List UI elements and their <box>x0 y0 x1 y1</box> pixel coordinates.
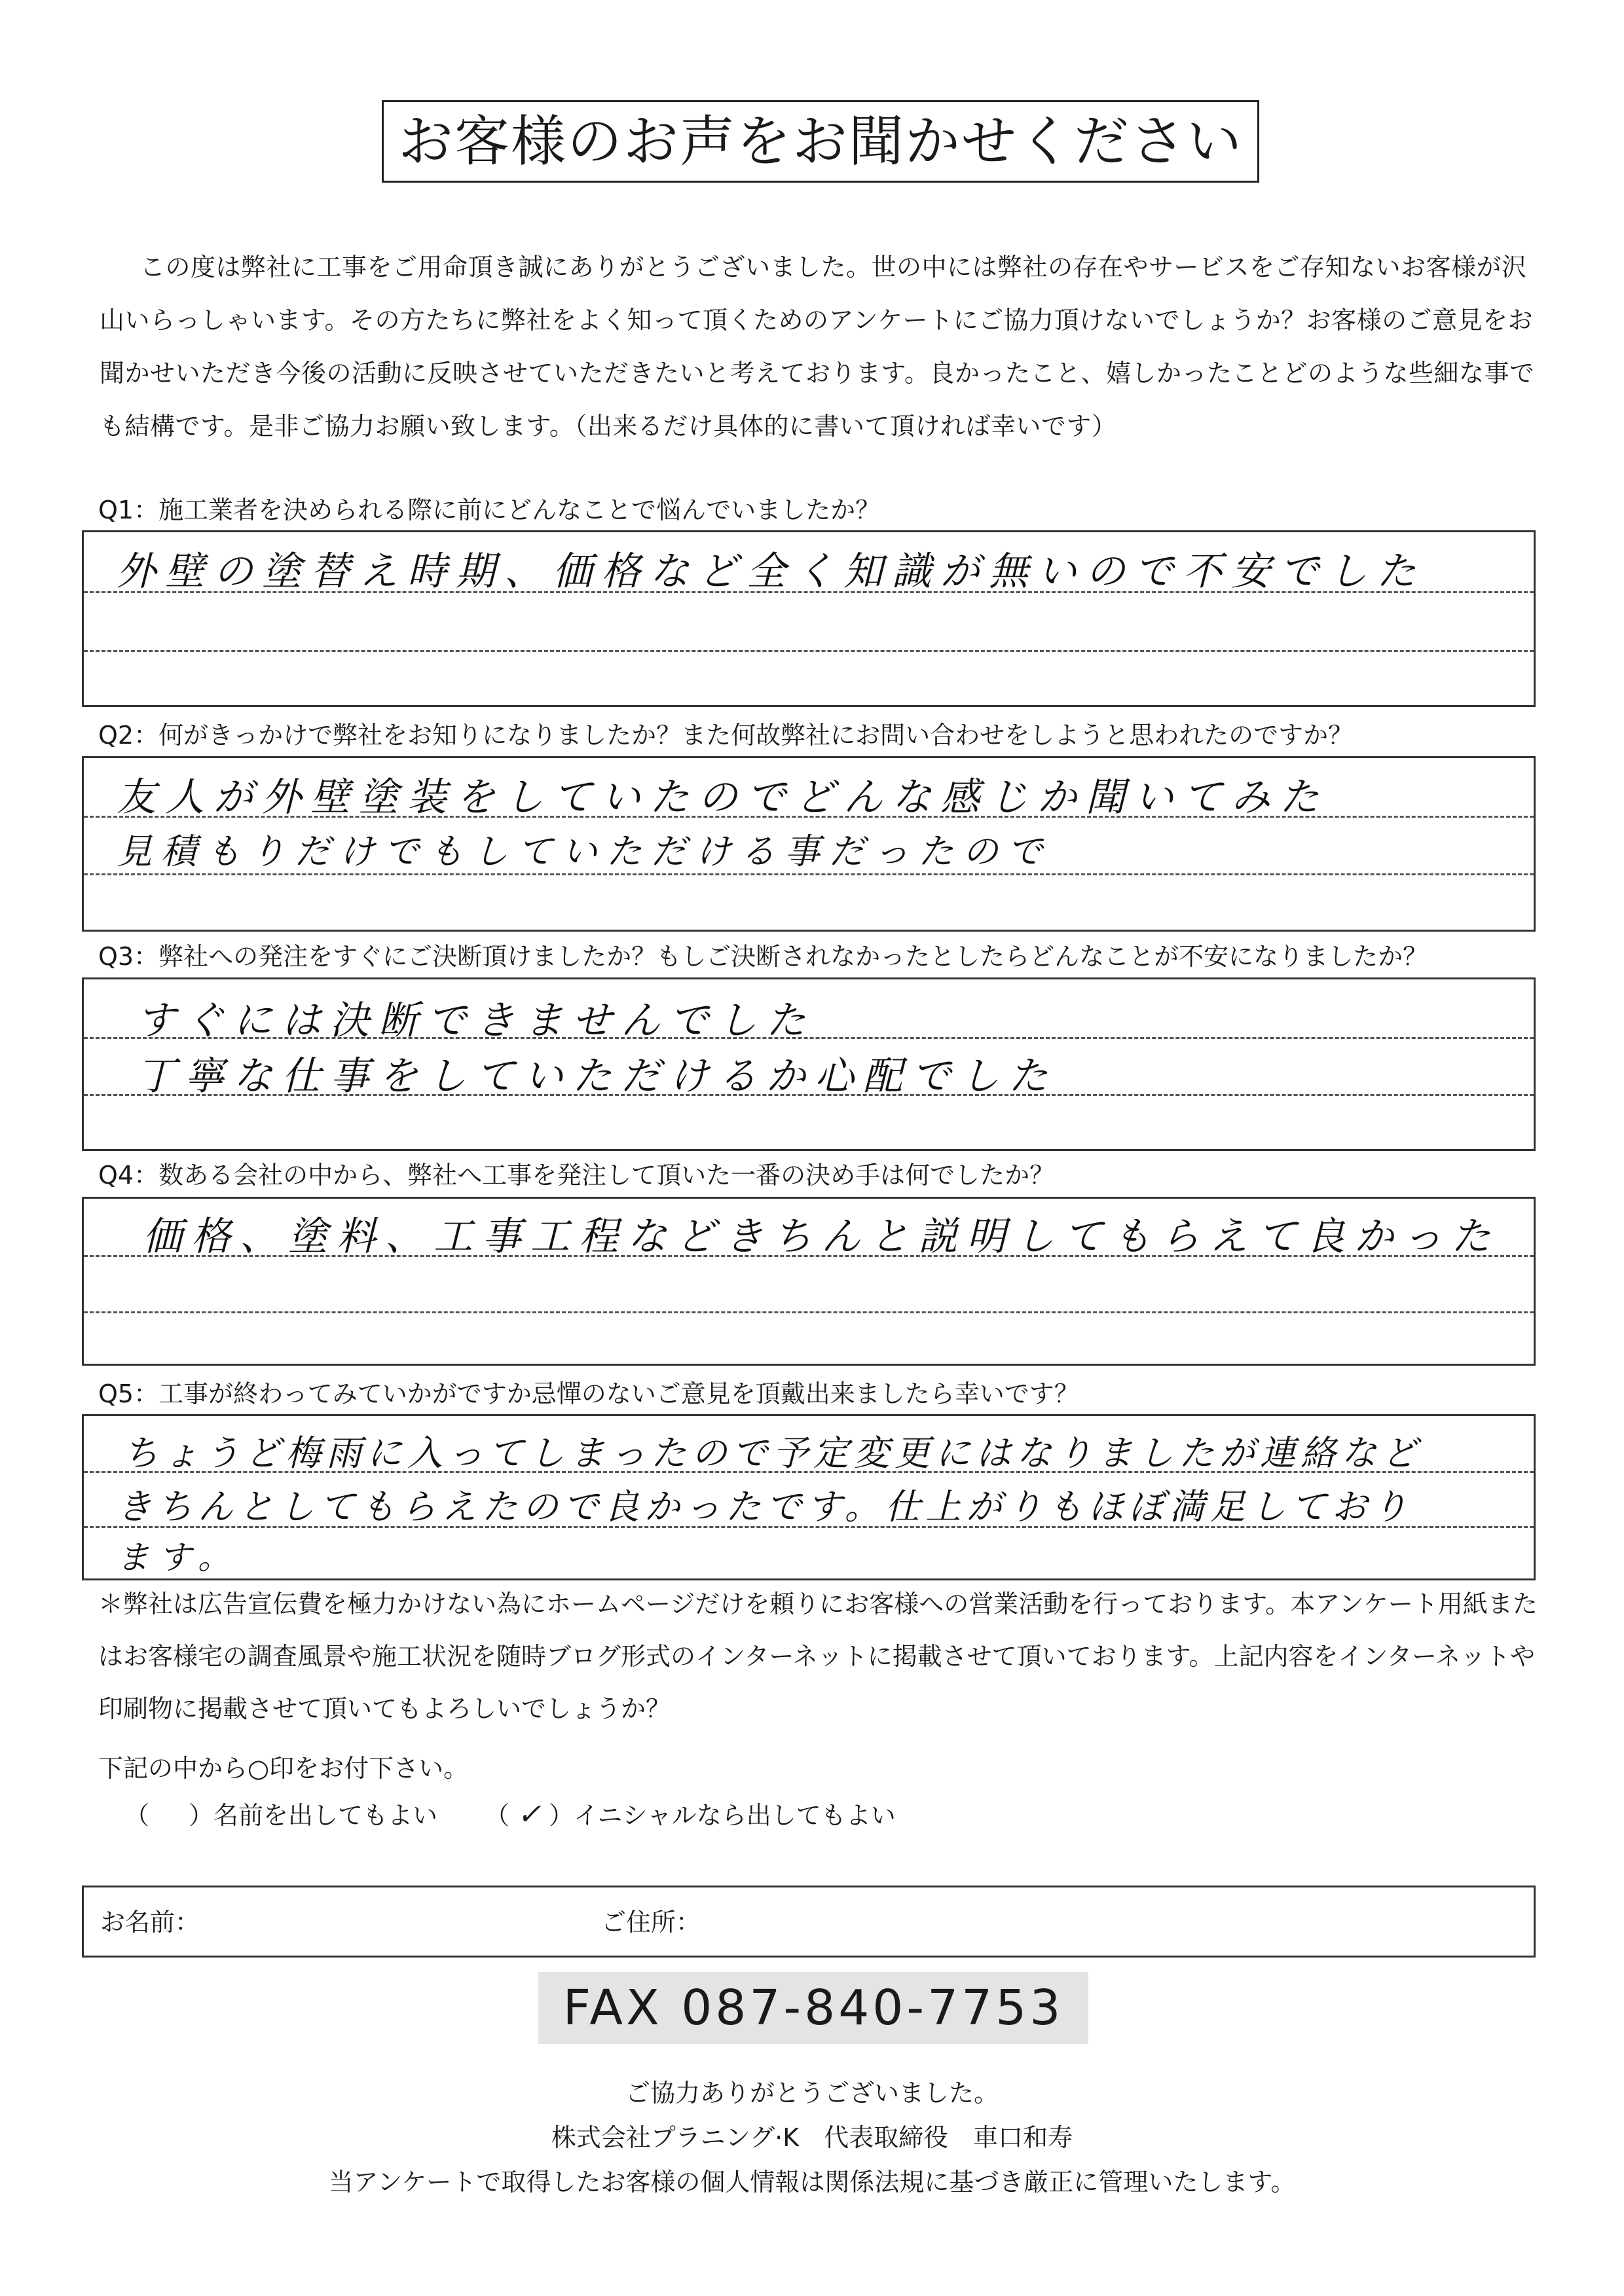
answer-line: ちょうど梅雨に入ってしまったので予定変更にはなりましたが連絡など <box>123 1432 1422 1474</box>
name-label: お名前： <box>100 1908 200 1937</box>
answer-line: すぐには決断できませんでした <box>136 998 815 1044</box>
answer-box-q3 <box>82 977 1536 1151</box>
thanks-text: ご協力ありがとうございました。 <box>625 2079 999 2107</box>
answer-box-q1 <box>82 530 1536 707</box>
answer-line: 外壁の塗替え時期、価格など全く知識が無いので不安でした <box>117 549 1425 594</box>
address-field[interactable] <box>716 1894 1502 1946</box>
ruled-line <box>84 650 1534 652</box>
question-label-q3: Q3：弊社への発注をすぐにご決断頂けましたか？もしご決断されなかったとしたらどんなことが不安になりましたか？ <box>98 942 1428 971</box>
instruction-text: 下記の中から○印をお付下さい。 <box>98 1754 469 1783</box>
check-mark-icon[interactable]: ✓ <box>517 1798 542 1831</box>
option-label: 名前を出してもよい <box>213 1801 438 1830</box>
option-paren-close: ） <box>189 1801 214 1830</box>
question-label-q1: Q1：施工業者を決められる際に前にどんなことで悩んでいましたか？ <box>98 496 881 524</box>
contact-box <box>82 1886 1536 1958</box>
option-paren-open: （ <box>124 1801 150 1830</box>
answer-line: 見積もりだけでもしていただける事だったので <box>117 831 1052 872</box>
privacy-text: 当アンケートで取得したお客様の個人情報は関係法規に基づき厳正に管理いたします。 <box>328 2168 1296 2196</box>
answer-line: ます。 <box>117 1539 240 1576</box>
answer-box-q2 <box>82 756 1536 932</box>
option-paren-close: ） <box>549 1801 574 1830</box>
answer-line: 友人が外壁塗装をしていたのでどんな感じか聞いてみた <box>117 774 1328 820</box>
publication-notice: ＊弊社は広告宣伝費を極力かけない為にホームページだけを頼りにお客様への営業活動を行っております。本アンケート用紙またはお客様宅の調査風景や施工状況を随時ブログ形式のインターネットに掲載させて頂いております。上記内容をインターネットや印刷物に掲載させて頂いてもよろしいでしょうか？ <box>98 1590 1538 1723</box>
ruled-line <box>84 1311 1534 1313</box>
answer-box-q5 <box>82 1414 1536 1580</box>
option-paren-open: （ <box>485 1801 510 1830</box>
fax-number: FAX 087-840-7753 <box>538 1972 1088 2044</box>
option-label: イニシャルなら出してもよい <box>574 1801 896 1830</box>
name-field[interactable] <box>215 1894 660 1946</box>
question-label-q5: Q5：工事が終わってみていかがですか忌憚のないご意見を頂戴出来ましたら幸いです？ <box>98 1379 1079 1408</box>
question-label-q2: Q2：何がきっかけで弊社をお知りになりましたか？また何故弊社にお問い合わせをしようと思われたのですか？ <box>98 721 1354 750</box>
answer-box-q4 <box>82 1197 1536 1366</box>
intro-text: この度は弊社に工事をご用命頂き誠にありがとうございました。世の中には弊社の存在やサービスをご存知ないお客様が沢山いらっしゃいます。その方たちに弊社をよく知って頂くためのアンケートにご協力頂けないでしょうか？お客様のご意見をお聞かせいただき今後の活動に反映させていただきたいと考えております。良かったこと、嬉しかったことどのような些細な事でも結構です。是非ご協力お願い致します。（出来るだけ具体的に書いて頂ければ幸いです） <box>100 253 1535 441</box>
answer-line: 丁寧な仕事をしていただけるか心配でした <box>136 1053 1057 1099</box>
question-label-q4: Q4：数ある会社の中から、弊社へ工事を発注して頂いた一番の決め手は何でしたか？ <box>98 1161 1055 1190</box>
page-title: お客様のお声をお聞かせください <box>382 100 1259 183</box>
company-text: 株式会社プラニング·K 代表取締役 車口和寿 <box>551 2123 1073 2152</box>
address-label: ご住所： <box>601 1908 701 1937</box>
answer-line: 価格、塗料、工事工程などきちんと説明してもらえて良かった <box>143 1214 1500 1260</box>
option-initials-ok[interactable] <box>485 1795 896 1831</box>
option-name-ok[interactable] <box>124 1795 437 1831</box>
answer-line: きちんとしてもらえたので良かったです。仕上がりもほぼ満足しており <box>117 1486 1413 1527</box>
